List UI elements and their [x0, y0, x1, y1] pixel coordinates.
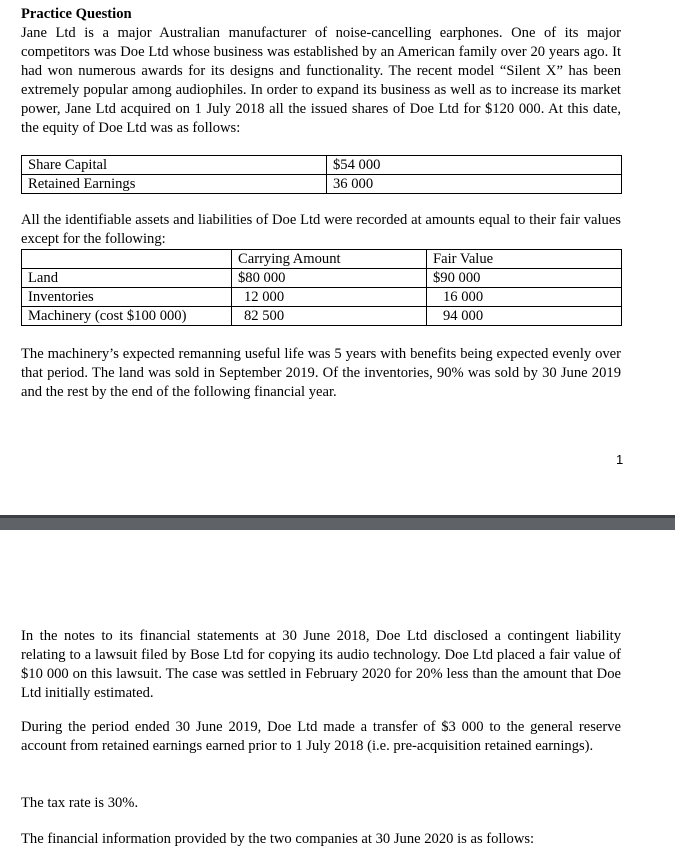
fair-value-table: [21, 249, 622, 326]
fair-value: 16 000: [427, 288, 622, 307]
table-header-row: [22, 250, 622, 269]
carrying-amount: 82 500: [232, 307, 427, 326]
asset-item: Land: [22, 269, 232, 288]
document-page-2: [0, 530, 675, 857]
fair-value-intro: All the identifiable assets and liabilities of Doe Ltd were recorded at amounts equal to their fair values except for the following:: [21, 212, 621, 247]
equity-item: Share Capital: [22, 156, 327, 175]
closing-paragraph: The financial information provided by the two companies at 30 June 2020 is as follows:: [21, 831, 535, 847]
table-row: [22, 156, 622, 175]
table-row: [22, 269, 622, 288]
equity-amount: $54 000: [327, 156, 622, 175]
intro-paragraph: Jane Ltd is a major Australian manufacturer of noise-cancelling earphones. One of its major competitors was Doe Ltd whose business was established by an American family over 20 years ago. It had won numerous awards for its designs and functionality. The recent model “Silent X” has been extremely popular among audiophiles. In order to expand its business as well as to increase its market power, Jane Ltd acquired on 1 July 2018 all the issued shares of Doe Ltd for $120 000. At this date, the equity of Doe Ltd was as follows:: [21, 25, 621, 136]
tax-rate-paragraph: The tax rate is 30%.: [21, 795, 139, 811]
fair-value: 94 000: [427, 307, 622, 326]
table-row: [22, 307, 622, 326]
asset-item: Inventories: [22, 288, 232, 307]
asset-item: Machinery (cost $100 000): [22, 307, 232, 326]
question-heading: Practice Question: [21, 6, 132, 22]
column-header: Fair Value: [427, 250, 622, 269]
table-row: [22, 175, 622, 194]
page-number: 1: [616, 452, 624, 467]
column-header: [22, 250, 232, 269]
fair-value: $90 000: [427, 269, 622, 288]
equity-item: Retained Earnings: [22, 175, 327, 194]
table-row: [22, 288, 622, 307]
general-reserve-paragraph: During the period ended 30 June 2019, Doe Ltd made a transfer of $3 000 to the general reserve account from retained earnings earned prior to 1 July 2018 (i.e. pre-acquisition retained earnings).: [21, 719, 621, 754]
machinery-paragraph: The machinery’s expected remanning useful life was 5 years with benefits being expected evenly over that period. The land was sold in September 2019. Of the inventories, 90% was sold by 30 June 2019 and the rest by the end of the following financial year.: [21, 346, 621, 400]
column-header: Carrying Amount: [232, 250, 427, 269]
carrying-amount: $80 000: [232, 269, 427, 288]
equity-table: [21, 155, 622, 194]
page-separator-edge: [0, 515, 675, 518]
carrying-amount: 12 000: [232, 288, 427, 307]
contingent-liability-paragraph: In the notes to its financial statements at 30 June 2018, Doe Ltd disclosed a contingent liability relating to a lawsuit filed by Bose Ltd for copying its audio technology. Doe Ltd placed a fair value of $10 000 on this lawsuit. The case was settled in February 2020 for 20% less than the amount that Doe Ltd initially estimated.: [21, 628, 621, 701]
equity-amount: 36 000: [327, 175, 622, 194]
